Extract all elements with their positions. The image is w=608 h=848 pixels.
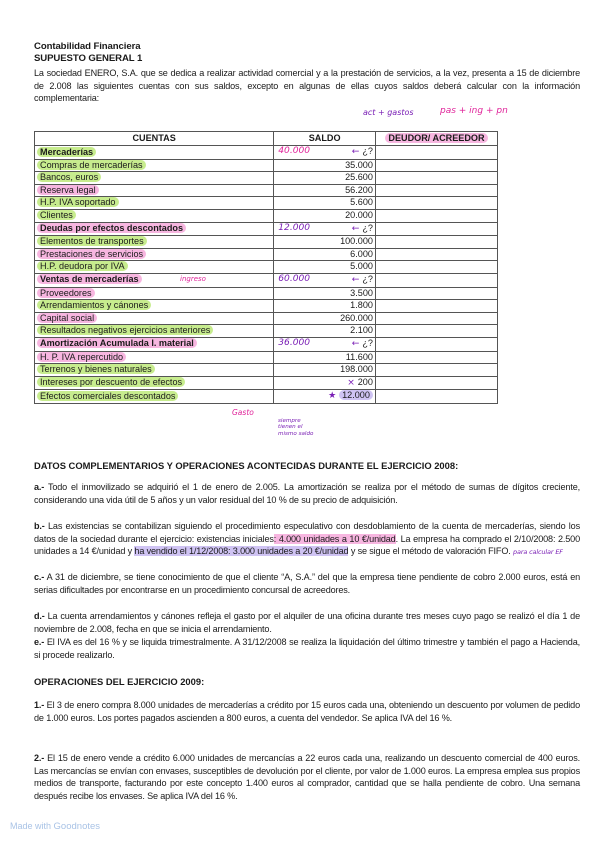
- cell-saldo: [274, 390, 376, 404]
- header-saldo: SALDO: [274, 132, 376, 146]
- cuenta-name: H.P. IVA soportado: [37, 197, 119, 207]
- table-row: [35, 287, 498, 300]
- cell-saldo: [274, 261, 376, 274]
- cuenta-name: Bancos, euros: [37, 172, 101, 182]
- cell-deudor-acreedor: [375, 209, 497, 222]
- annotation-siempre: siempre tienen el mismo saldo: [278, 418, 314, 437]
- dato-e-text: El IVA es del 16 % y se liquida trimestralmente. A 31/12/2008 se realiza la liquidación del último trimestre y también el pago a Hacienda, si procede realizarlo.: [34, 637, 580, 660]
- saldo-value: ¿?: [362, 273, 373, 284]
- handwritten-saldo: 60.000: [278, 273, 311, 284]
- operacion-2-label: 2.-: [34, 753, 45, 763]
- table-row: [35, 351, 498, 364]
- dato-b-text-3: y se sigue el método de valoración FIFO.: [348, 546, 511, 557]
- table-row: [35, 325, 498, 338]
- dato-e: [34, 636, 580, 661]
- dato-c: [34, 571, 580, 596]
- saldo-value: 12.000: [339, 390, 373, 400]
- arrow-icon: ←: [351, 338, 363, 349]
- handwritten-saldo: 36.000: [278, 337, 311, 348]
- cell-cuenta: [35, 222, 274, 236]
- table-row: [35, 159, 498, 172]
- dato-b-text-2: . La empresa ha comprado el 2/10/2008: 2.500 unidades a 14 €/unidad y: [34, 533, 580, 557]
- cell-cuenta: [35, 146, 274, 160]
- cell-saldo: [274, 300, 376, 313]
- table-row: [35, 222, 498, 236]
- cuenta-name: Deudas por efectos descontados: [37, 223, 186, 233]
- cell-deudor-acreedor: [375, 390, 497, 404]
- saldo-value: 25.600: [345, 172, 373, 183]
- saldo-value: 35.000: [345, 159, 373, 170]
- cell-saldo: [274, 172, 376, 185]
- cell-deudor-acreedor: [375, 172, 497, 185]
- dato-c-label: c.-: [34, 572, 45, 582]
- cell-cuenta: [35, 159, 274, 172]
- accounts-table: [34, 131, 498, 404]
- handwritten-saldo: 12.000: [278, 222, 311, 233]
- goodnotes-watermark: [10, 821, 100, 832]
- operacion-1-text: El 3 de enero compra 8.000 unidades de mercaderías a crédito por 15 euros cada una, obteniendo un descuento por volumen de pedido de 1.000 euros. Los portes pagados ascienden a 800 euros, a cuenta del vendedor. Se aplica IVA del 16 %.: [34, 700, 580, 723]
- cell-saldo: [274, 222, 376, 236]
- operacion-2: [34, 752, 580, 802]
- cell-deudor-acreedor: [375, 273, 497, 287]
- table-row: [35, 236, 498, 249]
- cell-cuenta: [35, 325, 274, 338]
- cuenta-name: H.P. deudora por IVA: [37, 261, 128, 271]
- cell-deudor-acreedor: [375, 236, 497, 249]
- cell-deudor-acreedor: [375, 376, 497, 390]
- dato-b-highlight-1: : 4.000 unidades a 10 €/unidad: [273, 533, 396, 544]
- table-row: [35, 261, 498, 274]
- cell-deudor-acreedor: [375, 197, 497, 210]
- dato-c-text: A 31 de diciembre, se tiene conocimiento de que el cliente “A, S.A.” del que la empresa tiene pendiente de cobro 2.000 euros, está en serias dificultades por encontrarse en un procedimiento concursal de acreedores.: [34, 572, 581, 595]
- cuenta-name: Terrenos y bienes naturales: [37, 364, 155, 374]
- saldo-value: 198.000: [340, 364, 373, 375]
- cell-deudor-acreedor: [375, 146, 497, 160]
- dato-a-label: a.-: [34, 482, 45, 492]
- saldo-value: 11.600: [345, 351, 373, 362]
- cuenta-name: Arrendamientos y cánones: [37, 300, 151, 310]
- table-header-row: [35, 132, 498, 146]
- cell-saldo: [274, 159, 376, 172]
- header-cuentas: CUENTAS: [35, 132, 274, 146]
- cuenta-name: Compras de mercaderías: [37, 160, 146, 170]
- saldo-value: 6.000: [350, 248, 373, 259]
- saldo-value: ¿?: [362, 222, 373, 233]
- cell-cuenta: [35, 364, 274, 377]
- exercise-title: SUPUESTO GENERAL 1: [34, 53, 143, 64]
- annotation-pas-ing-pn: pas + ing + pn: [440, 106, 508, 116]
- cell-deudor-acreedor: [375, 300, 497, 313]
- cuenta-name: Proveedores: [37, 288, 95, 298]
- cell-saldo: [274, 337, 376, 351]
- cell-cuenta: [35, 273, 274, 287]
- section-datos-title: DATOS COMPLEMENTARIOS Y OPERACIONES ACONTECIDAS DURANTE EL EJERCICIO 2008:: [34, 460, 459, 471]
- dato-a-text: Todo el inmovilizado se adquirió el 1 de enero de 2.005. La amortización se realiza por el método de sumas de dígitos creciente, considerando una vida útil de 5 años y un valor residual del 10 % de su precio de adquisición.: [34, 482, 580, 505]
- header-deudor-acreedor: [375, 132, 497, 146]
- cell-saldo: [274, 287, 376, 300]
- cell-deudor-acreedor: [375, 325, 497, 338]
- cell-saldo: [274, 376, 376, 390]
- cell-cuenta: [35, 376, 274, 390]
- cell-deudor-acreedor: [375, 159, 497, 172]
- dato-b-label: b.-: [34, 521, 45, 531]
- watermark-app-name: Goodnotes: [53, 821, 101, 832]
- intro-paragraph: La sociedad ENERO, S.A. que se dedica a realizar actividad comercial y a la prestación de servicios, a la vez, presenta a 15 de diciembre de 2.008 las siguientes cuentas con sus saldos, excepto en algunas de ellas cuyos saldos deberá calcular con la información complementaria:: [34, 68, 580, 104]
- cell-saldo: [274, 351, 376, 364]
- cell-deudor-acreedor: [375, 184, 497, 197]
- saldo-value: ¿?: [362, 337, 373, 348]
- cell-cuenta: [35, 248, 274, 261]
- cell-saldo: [274, 312, 376, 325]
- cell-cuenta: [35, 300, 274, 313]
- saldo-value: 2.100: [350, 325, 373, 336]
- cell-cuenta: [35, 261, 274, 274]
- saldo-value: ¿?: [362, 146, 373, 156]
- annotation-act-gastos: act + gastos: [363, 108, 414, 117]
- cell-deudor-acreedor: [375, 312, 497, 325]
- arrow-icon: ←: [351, 223, 363, 234]
- cuenta-name: Prestaciones de servicios: [37, 249, 146, 259]
- cell-cuenta: [35, 337, 274, 351]
- cuenta-name: Reserva legal: [37, 185, 99, 195]
- cuenta-name: H. P. IVA repercutido: [37, 352, 126, 362]
- saldo-value: 260.000: [340, 312, 373, 323]
- cuenta-name: Efectos comerciales descontados: [37, 391, 178, 401]
- cell-saldo: [274, 325, 376, 338]
- table-row: [35, 146, 498, 160]
- dato-d-label: d.-: [34, 611, 45, 621]
- cell-saldo: [274, 364, 376, 377]
- dato-b-text-1: Las existencias se contabilizan siguiendo el procedimiento especulativo con desdoblamiento de la cuenta de mercaderías, siendo los datos de la sociedad durante el ejercicio: existencias iniciales: [34, 521, 580, 544]
- cell-saldo: [274, 248, 376, 261]
- cell-saldo: [274, 184, 376, 197]
- annotation-ingreso: ingreso: [180, 275, 206, 283]
- operacion-1: [34, 699, 580, 724]
- cell-saldo: [274, 273, 376, 287]
- cell-saldo: [274, 197, 376, 210]
- saldo-value: 56.200: [345, 184, 373, 195]
- cell-cuenta: [35, 312, 274, 325]
- cuenta-name: Resultados negativos ejercicios anteriores: [37, 325, 213, 335]
- subject-title: Contabilidad Financiera: [34, 41, 141, 52]
- dato-b-highlight-2: ha vendido el 1/12/2008: 3.000 unidades a 20 €/unidad: [134, 546, 349, 557]
- saldo-value: 3.500: [350, 287, 373, 298]
- table-row: [35, 376, 498, 390]
- cuenta-name: Ventas de mercaderías: [37, 274, 142, 284]
- cuenta-name: Intereses por descuento de efectos: [37, 377, 185, 387]
- table-row: [35, 172, 498, 185]
- dato-b: [34, 520, 580, 559]
- table-row: [35, 300, 498, 313]
- cell-cuenta: [35, 209, 274, 222]
- handwritten-saldo: 40.000: [278, 146, 311, 156]
- cell-cuenta: [35, 351, 274, 364]
- header-deudor-acreedor-label: DEUDOR/ ACREEDOR: [385, 133, 487, 143]
- table-row: [35, 312, 498, 325]
- arrow-icon: ←: [351, 147, 363, 157]
- watermark-made-with: Made with: [10, 821, 52, 831]
- cuenta-name: Mercaderías: [37, 147, 96, 157]
- cell-deudor-acreedor: [375, 351, 497, 364]
- cell-cuenta: [35, 172, 274, 185]
- saldo-value: 5.000: [350, 261, 373, 272]
- saldo-value: 20.000: [345, 209, 373, 220]
- cuenta-name: Capital social: [37, 313, 97, 323]
- cell-cuenta: [35, 197, 274, 210]
- saldo-value: 5.600: [350, 197, 373, 208]
- saldo-value: 100.000: [340, 236, 373, 247]
- table-row: [35, 209, 498, 222]
- operacion-1-label: 1.-: [34, 700, 45, 710]
- cell-deudor-acreedor: [375, 261, 497, 274]
- section-operaciones-title: OPERACIONES DEL EJERCICIO 2009:: [34, 676, 205, 687]
- cell-saldo: [274, 236, 376, 249]
- table-row: [35, 273, 498, 287]
- dato-e-label: e.-: [34, 637, 45, 647]
- cuenta-name: Elementos de transportes: [37, 236, 147, 246]
- dato-d: [34, 610, 580, 635]
- table-row: [35, 364, 498, 377]
- cell-cuenta: [35, 184, 274, 197]
- cell-saldo: [274, 146, 376, 160]
- annotation-gasto: Gasto: [232, 408, 254, 417]
- table-row: [35, 248, 498, 261]
- table-row: [35, 184, 498, 197]
- table-row: [35, 337, 498, 351]
- saldo-value: 200: [357, 376, 373, 387]
- cell-cuenta: [35, 390, 274, 404]
- cell-cuenta: [35, 287, 274, 300]
- star-mark-icon: ★: [328, 391, 340, 402]
- cell-deudor-acreedor: [375, 364, 497, 377]
- saldo-value: 1.800: [350, 300, 373, 311]
- operacion-2-text: El 15 de enero vende a crédito 6.000 unidades de mercancías a 22 euros cada una, realizando un descuento comercial de 400 euros. Las mercancías se envían con envases, susceptibles de devolución por el cliente, por valor de 1.000 euros. La empresa emplea sus propios medios de transporte, facturando por este concepto 1.400 euros al comprador, cantidad que se halla pendiente de cobro. Una semana después recibe los envases. Se aplica IVA del 16 %.: [34, 753, 580, 801]
- cross-mark-icon: ×: [347, 377, 358, 388]
- cell-deudor-acreedor: [375, 222, 497, 236]
- cuenta-name: Clientes: [37, 210, 76, 220]
- table-row: [35, 197, 498, 210]
- dato-a: [34, 481, 580, 506]
- arrow-icon: ←: [351, 274, 363, 285]
- cell-saldo: [274, 209, 376, 222]
- cell-deudor-acreedor: [375, 287, 497, 300]
- table-row: [35, 390, 498, 404]
- cuenta-name: Amortización Acumulada I. material: [37, 338, 197, 348]
- annotation-para-calcular: para calcular EF: [513, 548, 563, 557]
- cell-cuenta: [35, 236, 274, 249]
- cell-deudor-acreedor: [375, 248, 497, 261]
- cell-deudor-acreedor: [375, 337, 497, 351]
- dato-d-text: La cuenta arrendamientos y cánones refleja el gasto por el alquiler de una oficina durante tres meses cuyo pago se realizó el día 1 de noviembre de 2.008, fecha en que se inicia el arrendamiento.: [34, 611, 580, 634]
